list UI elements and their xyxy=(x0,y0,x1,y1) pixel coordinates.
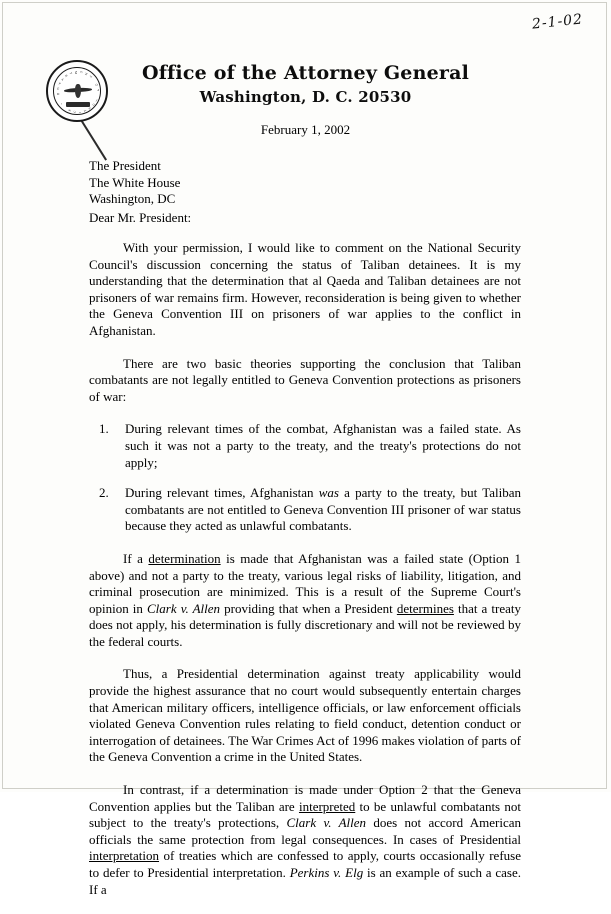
addressee-line-2: The White House xyxy=(89,174,181,190)
p5-segment-3: does not accord American officials the same protection from legal consequences. In cases of Presidential xyxy=(89,815,521,847)
p5-segment-1: In contrast, if a determination is made under Option 2 that the Geneva Convention applies but the Taliban are xyxy=(89,782,521,814)
letter-body xyxy=(89,240,521,914)
p3-case-citation-clark-v-allen: Clark v. Allen xyxy=(147,600,221,616)
salutation: Dear Mr. President: xyxy=(89,210,192,225)
p5-case-citation-clark-v-allen: Clark v. Allen xyxy=(286,815,367,831)
handwritten-date-annotation: 2-1-02 xyxy=(531,11,584,33)
addressee-block xyxy=(89,158,180,208)
addressee-line-1: The President xyxy=(89,158,161,173)
list-item xyxy=(89,485,521,535)
list-item-text-after: a party to the treaty, but Taliban combatants are not entitled to Geneva Convention III prisoner of war status because they acted as unlawful combatants. xyxy=(125,485,521,534)
p3-segment-2: is made that Afghanistan was a failed state (Option 1 above) and not a party to the treaty, various legal risks of liability, litigation, and criminal prosecution are minimized. This is a result of the Supreme Court's opinion in xyxy=(89,550,522,616)
paragraph-3 xyxy=(89,551,521,651)
list-item-text-before: During relevant times, Afghanistan xyxy=(125,485,319,501)
letterhead-office-title: Office of the Attorney General xyxy=(141,62,470,84)
list-item-emphasis: was xyxy=(318,485,339,501)
p5-underline-interpretation: interpretation xyxy=(89,848,160,864)
p3-segment-3: providing that when a President xyxy=(220,600,397,616)
p3-segment-1: If a xyxy=(123,550,149,566)
p3-segment-4: that a treaty does not apply, his determination is fully discretionary and will not be reviewed by the federal courts. xyxy=(89,600,521,649)
addressee-line-3: Washington, DC xyxy=(89,191,176,206)
p3-underline-determination: determination xyxy=(148,550,221,566)
letter-date: February 1, 2002 xyxy=(260,122,351,137)
p5-underline-interpreted: interpreted xyxy=(298,798,356,814)
letterhead xyxy=(0,62,611,106)
list-item-number: 1. xyxy=(99,421,109,437)
list-item-number: 2. xyxy=(99,485,109,501)
p5-segment-4: of treaties which are confessed to apply, courts occasionally refuse to defer to Presidential interpretation. xyxy=(89,848,521,880)
seal-ring-text: D E P A R T M E N T O F J U S T I C E • xyxy=(56,70,99,114)
list-item-text: During relevant times of the combat, Afghanistan was a failed state. As such it was not a party to the treaty, and the treaty's protections do not apply; xyxy=(125,421,521,470)
paragraph-1: With your permission, I would like to comment on the National Security Council's discussion concerning the status of Taliban detainees. It is my understanding that the determination that al Qaeda and Taliban detainees are not prisoners of war remains firm. However, reconsideration is being given to whether the Geneva Convention III on prisoners of war applies to the conflict in Afghanistan. xyxy=(89,240,521,338)
p5-segment-2: to be unlawful combatants not subject to the treaty's protections, xyxy=(89,798,521,831)
p5-case-citation-perkins-v-elg: Perkins v. Elg xyxy=(289,865,364,880)
paragraph-2: There are two basic theories supporting the conclusion that Taliban combatants are not legally entitled to Geneva Convention protections as prisoners of war: xyxy=(89,355,521,404)
theories-list xyxy=(89,421,521,535)
p5-segment-5: is an example of such a case. If a xyxy=(89,865,522,897)
letterhead-address: Washington, D. C. 20530 xyxy=(199,88,412,106)
paragraph-5 xyxy=(89,782,521,898)
p3-underline-determines: determines xyxy=(396,600,454,616)
paragraph-4: Thus, a Presidential determination against treaty applicability would provide the highest assurance that no court would subsequently entertain charges that American military officers, intelligence officials, or law enforcement officials violated Geneva Convention rules relating to field conduct, detention conduct or interrogation of detainees. The War Crimes Act of 1996 makes violation of parts of the Geneva Convention a crime in the United States. xyxy=(89,666,521,765)
list-item xyxy=(89,421,521,471)
